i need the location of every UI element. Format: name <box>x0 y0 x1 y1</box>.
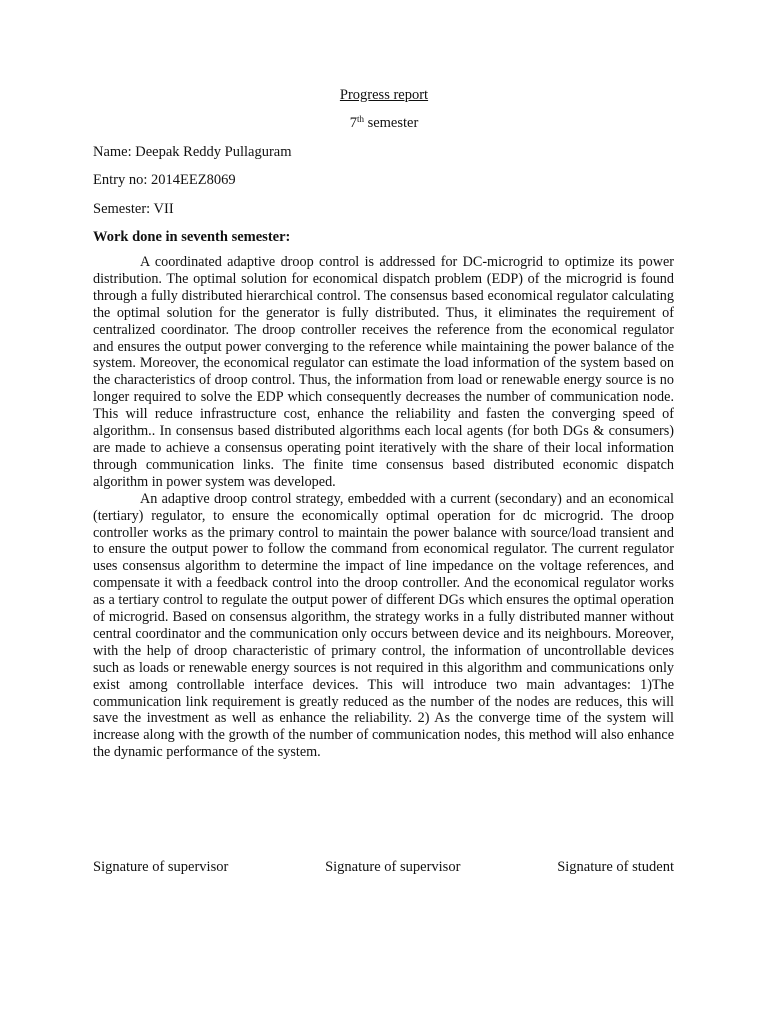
paragraph-1: A coordinated adaptive droop control is addressed for DC-microgrid to optimize its power distribution. The optimal solution for economical dispatch problem (EDP) of the microgrid is found through a fully distributed hierarchical control. The consensus based economical regulator calculating the optimal solution for the generator is fully distributed. Thus, it eliminates the requirement of centralized coordinator. The droop controller receives the reference from the economical regulator and ensures the output power converging to the reference while maintaining the power balance of the system. Moreover, the economical regulator can estimate the load information of the system based on the characteristics of droop control. Thus, the information from load or renewable energy source is no longer required to solve the EDP which consequently decreases the number of communication node. This will reduce infrastructure cost, enhance the reliability and fasten the converging speed of algorithm.. In consensus based distributed algorithms each local agents (for both DGs & consumers) are made to achieve a consensus operating point iteratively with the share of their local information through communication links. The finite time consensus based distributed economic dispatch algorithm in power system was developed. <box>93 254 674 490</box>
work-description <box>93 254 674 761</box>
signature-supervisor-2: Signature of supervisor <box>325 859 461 875</box>
signature-supervisor-1: Signature of supervisor <box>93 859 229 875</box>
semester-field: Semester: VII <box>93 201 174 217</box>
semester-number: 7 <box>349 115 357 131</box>
paragraph-2: An adaptive droop control strategy, embedded with a current (secondary) and an economical (tertiary) regulator, to ensure the economically optimal operation for dc microgrid. The droop controller works as the primary control to maintain the power balance with source/load transient and to ensure the output power to follow the command from economical regulator. The current regulator uses consensus algorithm to determine the impact of line impedance on the voltage references, and compensate it with a feedback control into the droop controller. And the economical regulator works as a tertiary control to regulate the output power of different DGs which ensures the optimal operation of microgrid. Based on consensus algorithm, the strategy works in a fully distributed manner without central coordinator and the communication only occurs between device and its neighbours. Moreover, with the help of droop characteristic of primary control, the information of uncontrollable devices such as loads or renewable energy sources is not required in this algorithm and communications only exist among controllable interface devices. This will introduce two main advantages: 1)The communication link requirement is greatly reduced as the number of the nodes are reduces, this will save the investment as well as enhance the reliability. 2) As the converge time of the system will increase along with the growth of the number of communication nodes, this method will also enhance the dynamic performance of the system. <box>93 490 674 761</box>
section-heading: Work done in seventh semester: <box>93 229 291 245</box>
signature-student: Signature of student <box>557 859 674 875</box>
report-title: Progress report <box>339 87 429 103</box>
semester-word: semester <box>363 115 419 131</box>
semester-superscript: th <box>356 114 364 124</box>
name-field: Name: Deepak Reddy Pullaguram <box>93 144 292 160</box>
semester-title <box>0 114 768 132</box>
signature-row <box>93 858 674 876</box>
entry-number-field: Entry no: 2014EEZ8069 <box>93 172 236 188</box>
